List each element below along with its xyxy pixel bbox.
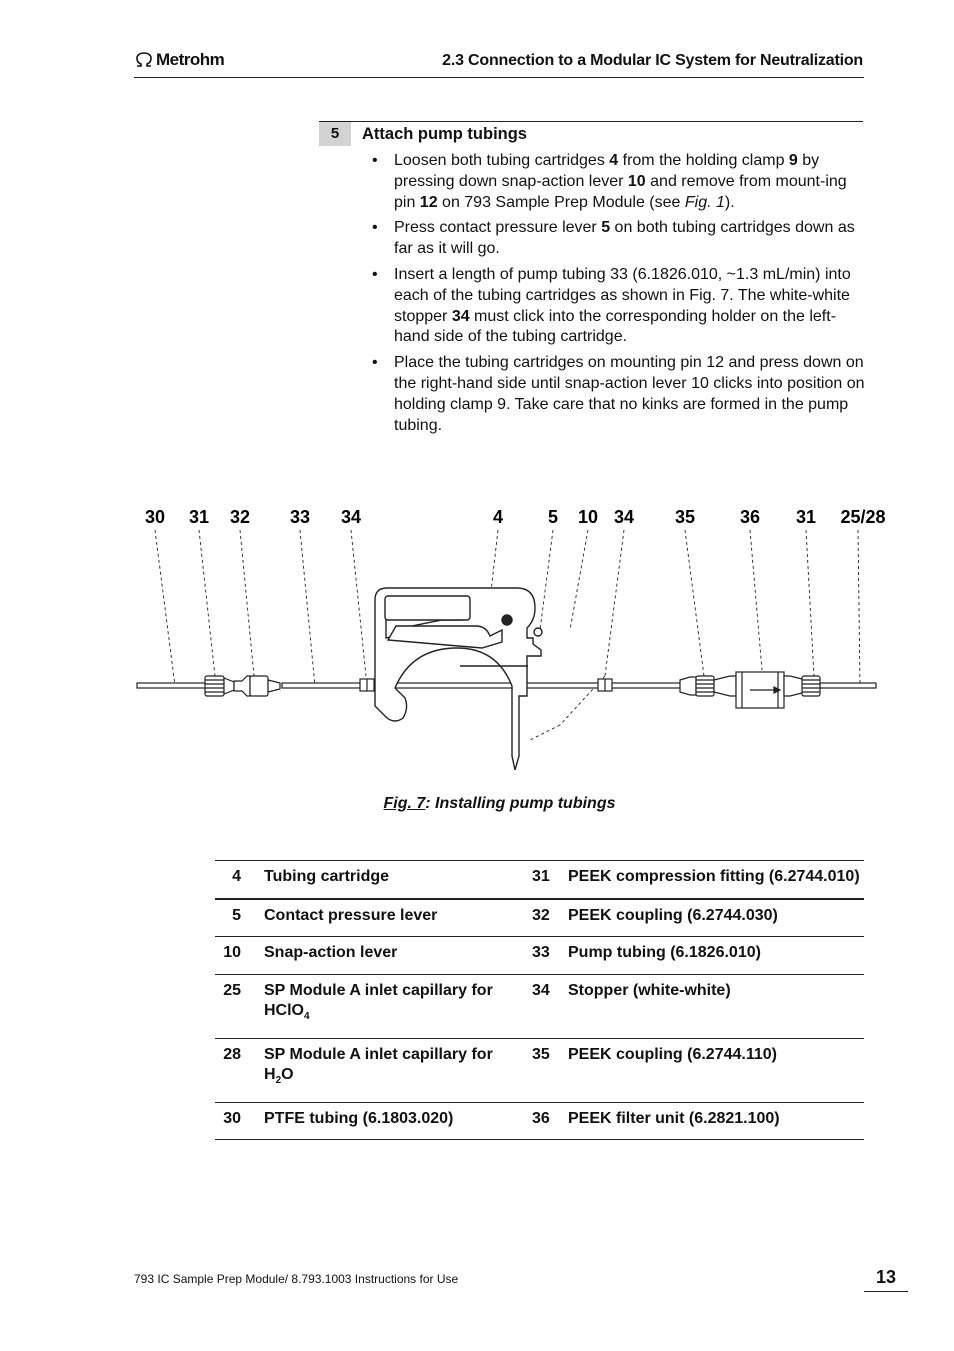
bullet-text-segment: must click into the corresponding holder on the left-hand side of the tubing cartridge. — [394, 307, 837, 346]
callout-labels — [145, 507, 886, 527]
callout-label: 25/28 — [840, 507, 886, 527]
step-bullet-item — [370, 218, 866, 260]
legend-label: PEEK compression fitting (6.2744.010) — [568, 868, 860, 885]
bullet-text-segment: 10 — [627, 172, 646, 190]
legend-label: Pump tubing (6.1826.010) — [568, 944, 761, 961]
step-bullet-list — [370, 151, 866, 441]
legend-number: 35 — [532, 1045, 550, 1063]
legend-label: PTFE tubing (6.1803.020) — [264, 1109, 454, 1127]
section-title: 2.3 Connection to a Modular IC System for Neutralization — [442, 52, 863, 69]
figure-reference-link[interactable]: Fig. 7 — [383, 795, 426, 812]
legend-label: Stopper (white-white) — [568, 981, 731, 999]
bullet-text-segment: and remove from mount-ing pin — [394, 172, 847, 211]
brand-logo — [134, 50, 224, 70]
bullet-text-segment: Loosen both tubing cartridges — [394, 152, 610, 169]
figure-caption-text: : Installing pump tubings — [425, 795, 616, 812]
metrohm-omega-icon — [134, 52, 154, 68]
legend-row — [215, 1102, 864, 1140]
legend-label-subscript: 4 — [304, 1011, 310, 1023]
callout-label: 31 — [188, 507, 210, 527]
legend-number: 25 — [223, 981, 241, 999]
callout-label: 36 — [739, 507, 761, 527]
page-number-rule — [864, 1291, 908, 1292]
legend-label: PEEK filter unit (6.2821.100) — [568, 1109, 780, 1127]
callout-label: 32 — [229, 507, 251, 527]
callout-label: 35 — [674, 507, 696, 527]
legend-number: 33 — [532, 944, 550, 961]
bullet-text-segment: by pressing down snap-action lever — [394, 152, 820, 190]
bullet-text-segment: Press contact pressure lever — [394, 219, 602, 237]
step-bullet-item — [370, 353, 866, 436]
legend-number: 10 — [223, 944, 241, 961]
legend-number: 36 — [532, 1109, 550, 1127]
legend-row — [215, 974, 864, 1038]
page-number: 13 — [875, 1267, 897, 1287]
step-number: 5 — [319, 122, 351, 146]
callout-label: 5 — [547, 507, 559, 527]
legend-label-subscript: 2 — [275, 1075, 282, 1087]
callout-label: 34 — [613, 507, 635, 527]
legend-label-suffix: O — [281, 1066, 294, 1084]
callout-label: 10 — [577, 507, 599, 527]
bullet-text-segment: 4 — [609, 152, 619, 169]
step-bullet-item — [370, 151, 866, 213]
bullet-text-segment: 5 — [601, 219, 611, 237]
legend-label: SP Module A inlet capillary for H — [264, 1045, 493, 1084]
legend-number: 32 — [532, 906, 550, 924]
callout-label: 34 — [340, 507, 362, 527]
callout-label: 30 — [144, 507, 166, 527]
legend-row — [215, 899, 864, 937]
legend-label: Contact pressure lever — [264, 906, 438, 924]
bullet-text-segment: 12 — [419, 193, 438, 211]
right-fittings — [598, 672, 820, 708]
legend-row — [215, 937, 864, 975]
callout-label: 33 — [289, 507, 311, 527]
footer-text: 793 IC Sample Prep Module/ 8.793.1003 Instructions for Use — [134, 1272, 459, 1286]
bullet-text-segment: from the holding clamp — [618, 152, 789, 169]
legend-row — [215, 1038, 864, 1102]
brand-name: Metrohm — [156, 50, 225, 69]
figure-caption — [0, 795, 954, 813]
bullet-text-segment: Place the tubing cartridges on mounting pin 12 and press down on the right-hand side until snap-action lever 10 clicks into position on holding clamp 9. Take care that no kinks are formed in the pump tubing. — [394, 354, 865, 434]
header-rule — [134, 77, 864, 78]
bullet-text-segment: 9 — [788, 152, 798, 169]
legend-number: 5 — [232, 906, 241, 924]
legend-number: 30 — [223, 1109, 241, 1127]
callout-label: 4 — [492, 507, 504, 527]
legend-number: 28 — [223, 1045, 241, 1063]
legend-number: 4 — [232, 868, 241, 885]
legend-label: Snap-action lever — [264, 944, 398, 961]
legend-number: 34 — [532, 981, 550, 999]
legend-number: 31 — [532, 868, 550, 885]
bullet-text-segment: on 793 Sample Prep Module (see — [437, 193, 685, 211]
bullet-text-segment: Insert a length of pump tubing 33 (6.1826.010, ~1.3 mL/min) into each of the tubing cartridges as shown in Fig. 7. The white-white stopper — [394, 265, 851, 325]
step-rule — [319, 121, 863, 122]
bullet-text-segment: ). — [724, 193, 735, 211]
legend-table — [215, 860, 864, 1140]
callout-label: 31 — [795, 507, 817, 527]
pump-tubing-diagram — [130, 500, 890, 770]
bullet-text-segment: on both tubing cartridges down as far as it will go. — [394, 219, 855, 258]
legend-label: SP Module A inlet capillary for HClO — [264, 981, 493, 1019]
step-bullet-item — [370, 265, 866, 348]
bullet-text-segment: 34 — [451, 307, 470, 325]
bullet-text-segment: Fig. 1 — [684, 193, 725, 211]
legend-row — [215, 861, 864, 899]
tubing-cartridge — [375, 588, 542, 770]
legend-label: PEEK coupling (6.2744.030) — [568, 906, 778, 924]
step-title: Attach pump tubings — [362, 125, 527, 143]
legend-label: Tubing cartridge — [264, 868, 390, 885]
legend-label: PEEK coupling (6.2744.110) — [568, 1045, 777, 1063]
